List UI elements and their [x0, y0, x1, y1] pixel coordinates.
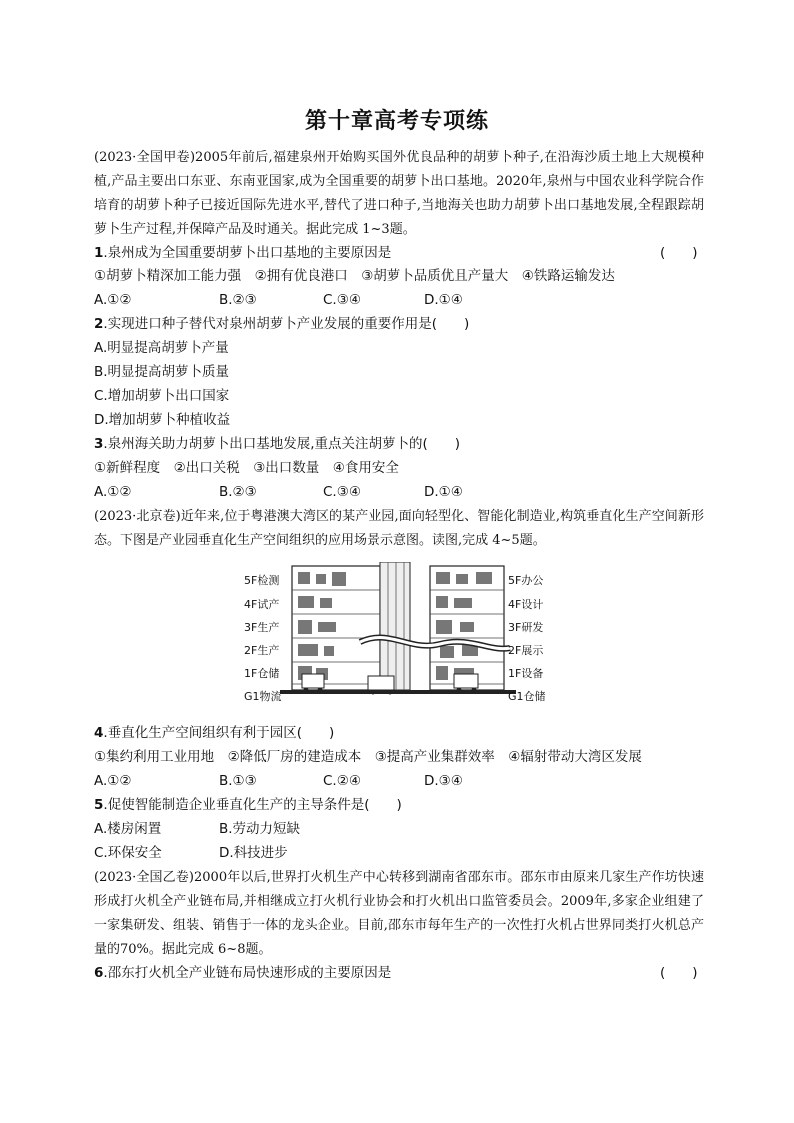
figure-label-left: 1F仓储: [244, 667, 280, 680]
question-6: [94, 962, 391, 984]
question-items: ①集约利用工业用地 ②降低厂房的建造成本 ③提高产业集群效率 ④辐射带动大湾区发展: [94, 749, 642, 765]
passage-1: (2023·全国甲卷)2005年前后,福建泉州开始购买国外优良品种的胡萝卜种子,在沿海沙质土地上大规模种植,产品主要出口东亚、东南亚国家,成为全国重要的胡萝卜出口基地。2020年,泉州与中国农业科学院合作培育的胡萝卜种子已接近国际先进水平,替代了进口种子,当地海关也助力胡萝卜出口基地发展,全程跟踪胡萝卜生产过程,并保障产品及时通关。据此完成 1~3题。: [94, 150, 704, 237]
question-text: .实现进口种子替代对泉州胡萝卜产业发展的重要作用是( ): [103, 316, 470, 332]
question-text: .促使智能制造企业垂直化生产的主导条件是( ): [103, 797, 402, 813]
option-b: B.①③: [219, 773, 257, 789]
question-number: 2: [94, 316, 104, 332]
option-a: A.①②: [94, 484, 132, 500]
figure-label-right: 5F办公: [508, 574, 544, 587]
option-d: D.①④: [424, 292, 463, 308]
figure-label-right: 2F展示: [508, 644, 544, 657]
vertical-production-figure: [240, 562, 552, 710]
answer-blank: ( ): [660, 965, 698, 981]
figure-label-left: 3F生产: [244, 621, 280, 634]
passage-2: (2023·北京卷)近年来,位于粤港澳大湾区的某产业园,面向轻型化、智能化制造业,构筑垂直化生产空间新形态。下图是产业园垂直化生产空间组织的应用场景示意图。读图,完成 4~5题。: [94, 509, 704, 548]
option-c: C.环保安全: [94, 845, 162, 861]
option-a: A.①②: [94, 292, 132, 308]
option-a: A.明显提高胡萝卜产量: [94, 340, 229, 356]
figure-label-right: G1仓储: [508, 690, 546, 703]
figure-label-right: 3F研发: [508, 621, 544, 634]
question-1: [94, 242, 391, 264]
option-c: C.③④: [323, 484, 361, 500]
option-b: B.劳动力短缺: [219, 821, 301, 837]
question-number: 5: [94, 797, 104, 813]
question-text: .邵东打火机全产业链布局快速形成的主要原因是: [103, 965, 392, 981]
question-3: [94, 433, 460, 455]
option-d: D.③④: [424, 773, 463, 789]
question-2: [94, 313, 469, 335]
option-d: D.增加胡萝卜种植收益: [94, 412, 231, 428]
figure-label-left: 5F检测: [244, 574, 280, 587]
option-c: C.增加胡萝卜出口国家: [94, 388, 230, 404]
option-a: A.楼房闲置: [94, 821, 162, 837]
option-c: C.③④: [323, 292, 361, 308]
option-b: B.②③: [219, 292, 257, 308]
option-b: B.②③: [219, 484, 257, 500]
option-d: D.科技进步: [219, 845, 288, 861]
answer-blank: ( ): [660, 245, 698, 261]
question-items: ①新鲜程度 ②出口关税 ③出口数量 ④食用安全: [94, 460, 399, 476]
figure-label-left: 2F生产: [244, 644, 280, 657]
question-4: [94, 722, 334, 744]
figure-label-left: 4F试产: [244, 598, 280, 611]
question-items: ①胡萝卜精深加工能力强 ②拥有优良港口 ③胡萝卜品质优且产量大 ④铁路运输发达: [94, 268, 615, 284]
question-number: 6: [94, 965, 104, 981]
question-text: .泉州海关助力胡萝卜出口基地发展,重点关注胡萝卜的( ): [103, 436, 461, 452]
question-number: 3: [94, 436, 104, 452]
question-5: [94, 794, 402, 816]
building-illustration: [240, 562, 552, 710]
question-number: 1: [94, 245, 104, 261]
passage-3: (2023·全国乙卷)2000年以后,世界打火机生产中心转移到湖南省邵东市。邵东市由原来几家生产作坊快速形成打火机全产业链布局,并相继成立打火机行业协会和打火机出口监管委员会。2009年,多家企业组建了一家集研发、组装、销售于一体的龙头企业。目前,邵东市每年生产的一次性打火机占世界同类打火机总产量的70%。据此完成 6~8题。: [94, 870, 704, 957]
option-d: D.①④: [424, 484, 463, 500]
question-number: 4: [94, 725, 104, 741]
option-b: B.明显提高胡萝卜质量: [94, 364, 230, 380]
question-text: .泉州成为全国重要胡萝卜出口基地的主要原因是: [103, 245, 392, 261]
question-text: .垂直化生产空间组织有利于园区( ): [103, 725, 335, 741]
page-title: 第十章高考专项练: [304, 109, 489, 134]
figure-label-right: 4F设计: [508, 598, 544, 611]
option-c: C.②④: [323, 773, 361, 789]
figure-label-right: 1F设备: [508, 667, 544, 680]
figure-label-left: G1物流: [244, 690, 282, 703]
option-a: A.①②: [94, 773, 132, 789]
